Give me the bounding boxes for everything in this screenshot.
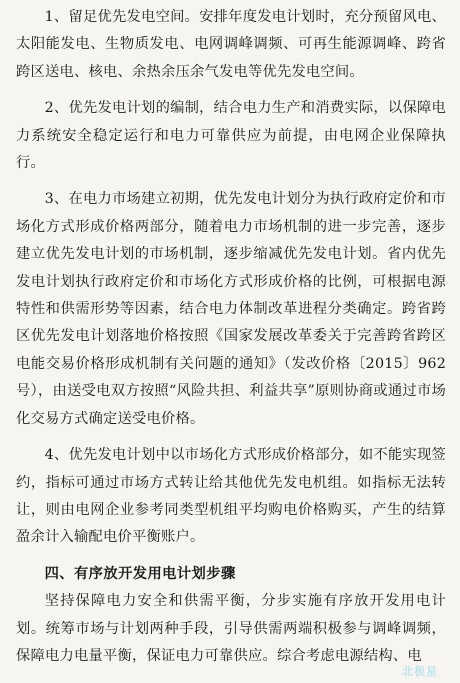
section-heading: 四、有序放开发用电计划步骤: [44, 565, 236, 582]
watermark-logo: 北极星: [402, 665, 438, 678]
paragraph-4: 4、优先发电计划中以市场化方式形成价格部分，如不能实现签约，指标可通过市场方式转让给其他优先发电机组。如指标无法转让，则由电网企业参考同类型机组平均购电价格购买，产生的结算盈余计入输配电价平衡账户。: [16, 447, 446, 546]
paragraph-2: 2、优先发电计划的编制，结合电力生产和消费实际，以保障电力系统安全稳定运行和电力可靠供应为前提，由电网企业保障执行。: [16, 100, 446, 172]
paragraph-1: 1、留足优先发电空间。安排年度发电计划时，充分预留风电、太阳能发电、生物质发电、电网调峰调频、可再生能源调峰、跨省跨区送电、核电、余热余压余气发电等优先发电空间。: [16, 9, 446, 80]
paragraph-3: 3、在电力市场建立初期，优先发电计划分为执行政府定价和市场化方式形成价格两部分，随着电力市场机制的进一步完善，逐步建立优先发电计划的市场机制，逐步缩减优先发电计划。省内优先发电计划执行政府定价和市场化方式形成价格的比例，可根据电源特性和供需形势等因素，结合电力体制改革进程分类确定。跨省跨区优先发电计划落地价格按照《国家发展改革委关于完善跨省跨区电能交易价格形成机制有关问题的通知》（发改价格〔2015〕962号），由送受电双方按照“风险共担、利益共享”原则协商或通过市场化交易方式确定送受电价格。: [16, 191, 446, 427]
paragraph-final: 坚持保障电力安全和供需平衡，分步实施有序放开发用电计划。统筹市场与计划两种手段，引导供需两端积极参与调峰调频，保障电力电量平衡，保证电力可靠供应。综合考虑电源结构、电: [16, 593, 446, 664]
